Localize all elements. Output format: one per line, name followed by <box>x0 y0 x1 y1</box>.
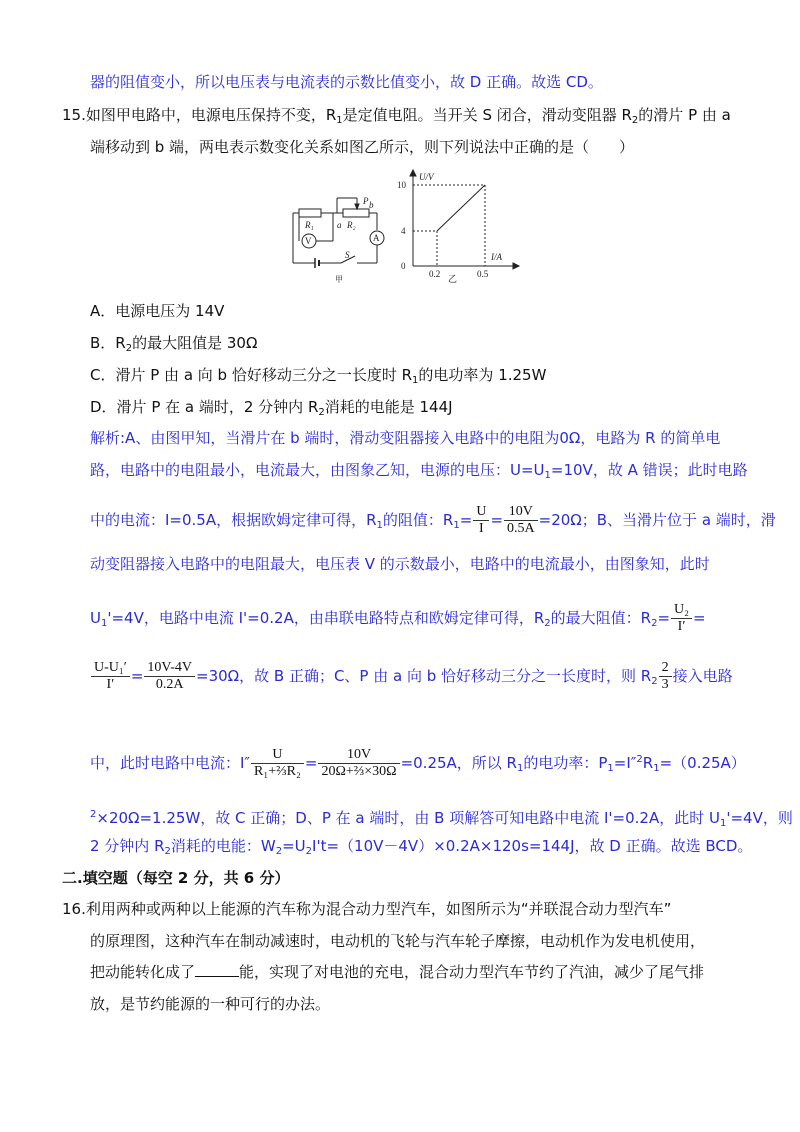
label-r2: R₂ <box>347 220 356 230</box>
label-jia: 甲 <box>335 275 343 284</box>
graph-origin: 0 <box>401 261 406 271</box>
fraction-u2-over-i-prime: $\frac{\text{U₂}}{I'}$ <box>671 602 692 635</box>
analysis-line-7: 中，此时电路中电流：I″ $\frac{U}{\text{R₁+⅔R₂}}$ = $\frac{10V}{\text{20Ω+⅔×30Ω}}$ =0.25A，所以 $R_1$的电功率：$P_1=I''^2R_1=(0.25A)$ <box>90 747 746 779</box>
label-b-end: b <box>369 200 374 210</box>
previous-answer-tail: 器的阻值变小，所以电压表与电流表的示数比值变小，故 D 正确。故选 CD。 <box>90 73 603 91</box>
label-a-end: a <box>337 220 342 230</box>
question-number: 15. <box>62 106 86 124</box>
graph-y-label: U/V <box>419 172 434 182</box>
option-b: B．$R_2$的最大阻值是 30Ω <box>90 334 258 354</box>
u-i-graph <box>410 170 519 269</box>
graph-tick-0-5: 0.5 <box>477 269 489 279</box>
label-voltmeter: V <box>305 236 312 246</box>
label-yi: 乙 <box>448 274 458 284</box>
option-d: D．滑片 P 在 a 端时，2 分钟内 $R_2$消耗的电能是 144J <box>90 398 453 418</box>
fraction-u-over-i: $\frac{U}{I}$ <box>473 504 489 537</box>
question-16-line-1: 16.利用两种或两种以上能源的汽车称为混合动力型汽车，如图所示为“并联混合动力型汽车” <box>62 900 672 918</box>
fraction-10v-over-0-5a: $\frac{10V}{0.5A}$ <box>504 504 538 537</box>
graph-tick-4: 4 <box>401 226 406 236</box>
graph-tick-10: 10 <box>397 180 406 190</box>
analysis-line-4: 动变阻器接入电路中的电阻最大，电压表 V 的示数最小，电路中的电流最小，由图象知，此时 <box>90 555 710 573</box>
analysis-line-8: $^2$×20Ω=1.25W，故 C 正确；D、P 在 a 端时，由 B 项解答可知电路中电流 I'=0.2A，此时 $U_1'=4V$，则 <box>90 809 793 829</box>
label-ammeter: A <box>373 233 380 243</box>
answer-blank[interactable] <box>195 962 239 977</box>
fraction-u-minus-u1-over-i-prime: $\frac{\text{U-U₁′}}{I'}$ <box>91 660 130 693</box>
resistor-r1 <box>299 209 321 217</box>
label-r1: R₁ <box>305 220 314 230</box>
graph-x-label: I/A <box>491 252 502 262</box>
analysis-line-5: $U_1'=4V$，电路中电流 I'=0.2A，由串联电路特点和欧姆定律可得，$R_2$的最大阻值：$R_2=$ $\frac{\text{U₂}}{I'}$ = <box>90 602 706 634</box>
question-16-line-4: 放，是节约能源的一种可行的办法。 <box>90 995 331 1013</box>
question-15-stem-line-2: 端移动到 b 端，两电表示数变化关系如图乙所示，则下列说法中正确的是（ ） <box>90 138 635 156</box>
fraction-u-over-total-r: $\frac{U}{\text{R₁+⅔R₂}}$ <box>251 747 304 780</box>
resistor-r2 <box>343 209 369 217</box>
question-number: 16. <box>62 900 86 918</box>
fraction-10v-over-40-ohm: $\frac{10V}{\text{20Ω+⅔×30Ω}}$ <box>318 747 399 780</box>
fraction-two-thirds: $\frac{2}{3}$ <box>659 660 672 693</box>
question-16-line-2: 的原理图，这种汽车在制动减速时，电动机的飞轮与汽车轮子摩擦，电动机作为发电机使用， <box>90 932 706 950</box>
question-15-figure <box>285 168 525 290</box>
question-15-stem-line-1: 15.如图甲电路中，电源电压保持不变，$R_1$是定值电阻。当开关 S 闭合，滑动变阻器 $R_2$的滑片 P 由 a <box>62 106 731 126</box>
option-c: C．滑片 P 由 a 向 b 恰好移动三分之一长度时 $R_1$的电功率为 1.25W <box>90 366 547 386</box>
label-p: P <box>363 196 369 206</box>
analysis-line-1: 解析:A、由图甲知，当滑片在 b 端时，滑动变阻器接入电路中的电阻为0Ω，电路为 R 的简单电 <box>90 429 721 447</box>
question-16-line-3: 把动能转化成了 能，实现了对电池的充电，混合动力型汽车节约了汽油，减少了尾气排 <box>90 963 705 981</box>
option-a: A．电源电压为 14V <box>90 302 225 320</box>
label-switch: S <box>345 250 350 260</box>
analysis-line-2: 路，电路中的电阻最小，电流最大，由图象乙知，电源的电压：$U=U_1=10V$，故 A 错误；此时电路 <box>90 461 748 481</box>
graph-tick-0-2: 0.2 <box>429 269 441 279</box>
fraction-6v-over-0-2a: $\frac{10V-4V}{0.2A}$ <box>144 660 195 693</box>
analysis-line-3: 中的电流：I=0.5A，根据欧姆定律可得，$R_1$的阻值：$R_1=$ $\frac{U}{I}$ = $\frac{10V}{0.5A}$ =20Ω；B、当滑片位于 a 端时，滑 <box>90 504 776 536</box>
section-2-title: 二.填空题（每空 2 分，共 6 分） <box>62 869 290 887</box>
analysis-line-9: 2 分钟内 $R_2$消耗的电能：$W_2=U_2I't=(10V-4V)\times 0.2A\times 120s=144J$，故 D 正确。故选 BCD。 <box>90 837 753 857</box>
analysis-line-6: $\frac{\text{U-U₁′}}{I'}$ = $\frac{10V-4V}{0.2A}$ =30Ω，故 B 正确；C、P 由 a 向 b 恰好移动三分之一长度时，则 $R_2$ $\frac{2}{3}$ 接入电路 <box>90 660 733 693</box>
